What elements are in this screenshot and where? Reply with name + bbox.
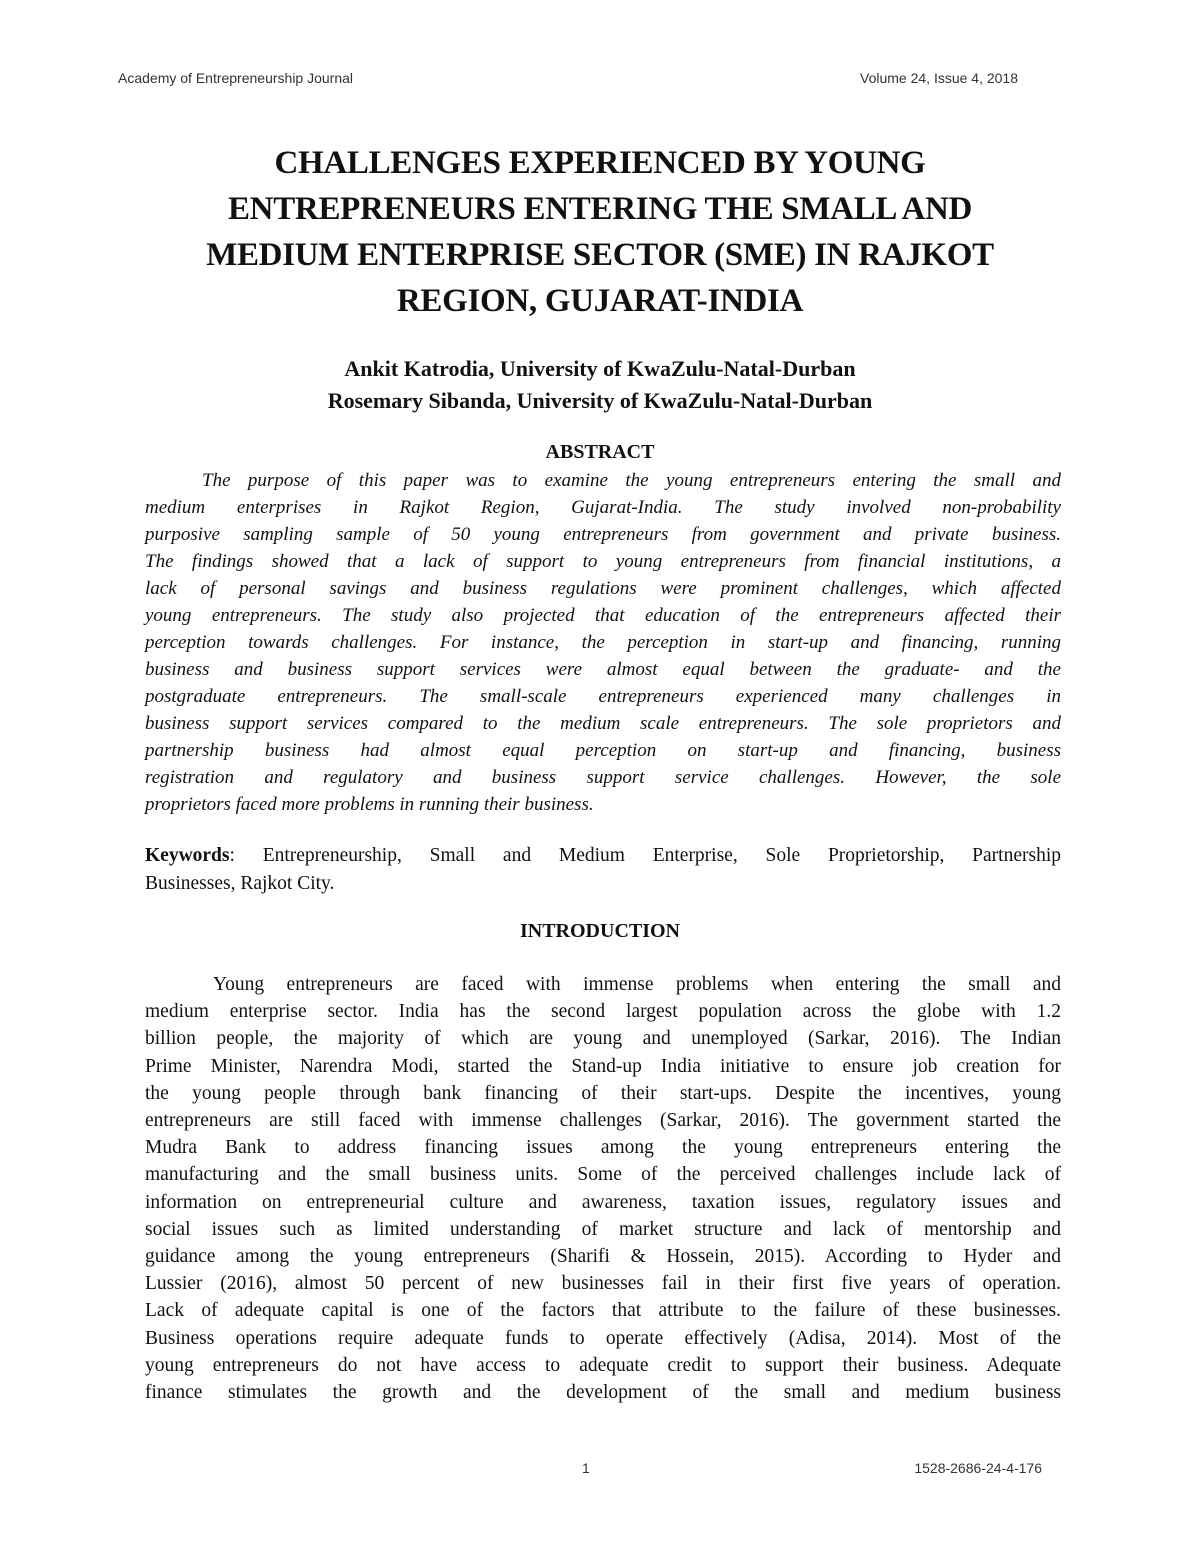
- keywords-line: Businesses, Rajkot City.: [145, 873, 335, 894]
- intro-line: Prime Minister, Narendra Modi, started the Stand-up India initiative to ensure job creation for: [145, 1055, 1061, 1077]
- abstract-line: The purpose of this paper was to examine the young entrepreneurs entering the small and: [202, 470, 1061, 491]
- keywords-text: : Entrepreneurship, Small and Medium Enterprise, Sole Proprietorship, Partnership: [229, 845, 1061, 866]
- author-list: [150, 353, 1050, 417]
- intro-line: billion people, the majority of which are young and unemployed (Sarkar, 2016). The Indian: [145, 1028, 1061, 1050]
- intro-line: finance stimulates the growth and the development of the small and medium business: [145, 1382, 1061, 1404]
- intro-line: the young people through bank financing of their start-ups. Despite the incentives, young: [145, 1082, 1061, 1104]
- volume-issue: Volume 24, Issue 4, 2018: [860, 70, 1018, 86]
- abstract-line: The findings showed that a lack of support to young entrepreneurs from financial institutions, a: [145, 551, 1061, 572]
- intro-line: Mudra Bank to address financing issues among the young entrepreneurs entering the: [145, 1137, 1061, 1159]
- abstract-line: postgraduate entrepreneurs. The small-scale entrepreneurs experienced many challenges in: [145, 686, 1061, 707]
- author: Ankit Katrodia, University of KwaZulu-Natal-Durban: [344, 356, 856, 381]
- title-line: ENTREPRENEURS ENTERING THE SMALL AND: [227, 191, 973, 227]
- title-line: REGION, GUJARAT-INDIA: [396, 283, 804, 319]
- introduction-body: [145, 971, 1061, 1406]
- intro-line: entrepreneurs are still faced with immense challenges (Sarkar, 2016). The government started the: [145, 1110, 1061, 1132]
- intro-line: Business operations require adequate funds to operate effectively (Adisa, 2014). Most of the: [145, 1327, 1061, 1349]
- abstract-line: registration and regulatory and business support service challenges. However, the sole: [145, 767, 1061, 788]
- abstract-line: lack of personal savings and business regulations were prominent challenges, which affected: [145, 578, 1061, 599]
- introduction-heading: INTRODUCTION: [519, 920, 681, 942]
- abstract-line: business and business support services were almost equal between the graduate- and the: [145, 659, 1061, 680]
- abstract-line: purposive sampling sample of 50 young entrepreneurs from government and private business.: [145, 524, 1061, 545]
- intro-line: young entrepreneurs do not have access to adequate credit to support their business. Adequate: [145, 1354, 1061, 1376]
- abstract-body: [145, 467, 1061, 818]
- keywords-label: Keywords: [145, 845, 230, 866]
- page-number: 1: [582, 1460, 590, 1476]
- title-line: MEDIUM ENTERPRISE SECTOR (SME) IN RAJKOT: [206, 237, 994, 273]
- intro-line: guidance among the young entrepreneurs (Sharifi & Hossein, 2015). According to Hyder and: [145, 1246, 1061, 1268]
- document-id: 1528-2686-24-4-176: [914, 1460, 1042, 1476]
- abstract-heading: ABSTRACT: [545, 441, 655, 463]
- intro-line: Young entrepreneurs are faced with immense problems when entering the small and: [213, 974, 1061, 995]
- intro-line: Lussier (2016), almost 50 percent of new businesses fail in their first five years of operation.: [145, 1273, 1061, 1295]
- intro-line: social issues such as limited understanding of market structure and lack of mentorship and: [145, 1218, 1061, 1240]
- abstract-line: young entrepreneurs. The study also projected that education of the entrepreneurs affected their: [145, 605, 1061, 626]
- running-header: [118, 70, 1018, 86]
- title-line: CHALLENGES EXPERIENCED BY YOUNG: [274, 145, 926, 181]
- keywords-line: [145, 842, 1061, 870]
- abstract-line: perception towards challenges. For instance, the perception in start-up and financing, running: [145, 632, 1061, 653]
- intro-line: Lack of adequate capital is one of the factors that attribute to the failure of these businesses.: [145, 1300, 1061, 1322]
- abstract-line: partnership business had almost equal perception on start-up and financing, business: [145, 740, 1061, 761]
- journal-name: Academy of Entrepreneurship Journal: [118, 70, 354, 86]
- abstract-line: proprietors faced more problems in running their business.: [145, 794, 594, 815]
- intro-line: manufacturing and the small business units. Some of the perceived challenges include lack of: [145, 1164, 1061, 1186]
- keywords-block: [145, 842, 1061, 898]
- author: Rosemary Sibanda, University of KwaZulu-Natal-Durban: [327, 388, 873, 413]
- abstract-line: medium enterprises in Rajkot Region, Gujarat-India. The study involved non-probability: [145, 497, 1061, 518]
- intro-line: information on entrepreneurial culture and awareness, taxation issues, regulatory issues and: [145, 1191, 1061, 1213]
- intro-line: medium enterprise sector. India has the second largest population across the globe with 1.2: [145, 1001, 1061, 1023]
- abstract-line: business support services compared to the medium scale entrepreneurs. The sole proprietors and: [145, 713, 1061, 734]
- paper-title: [150, 140, 1050, 324]
